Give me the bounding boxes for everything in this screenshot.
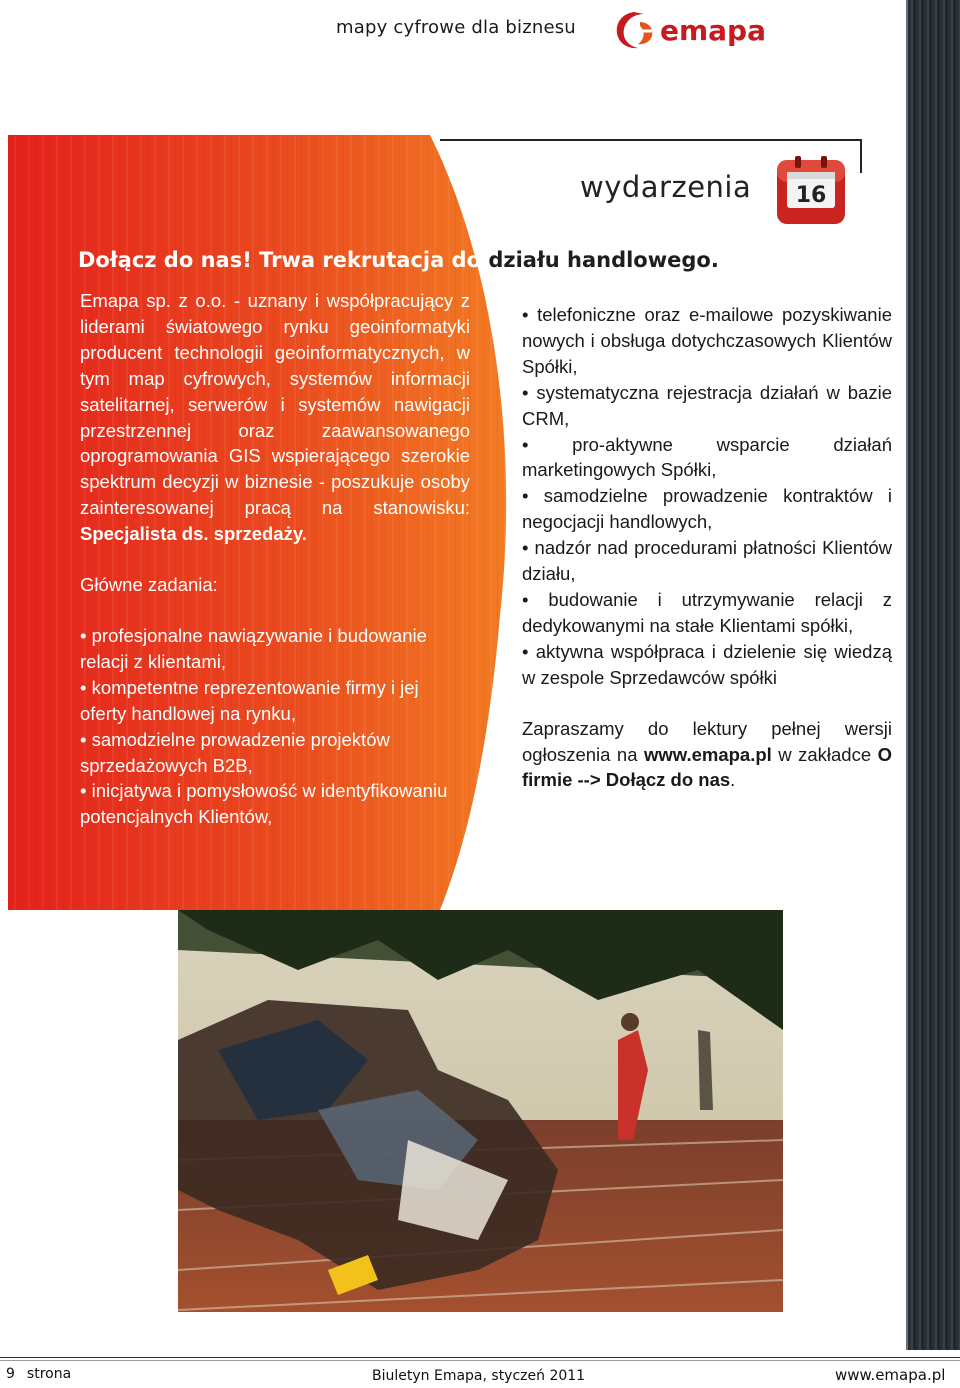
side-band xyxy=(908,0,960,1350)
site-section-path: O firmie --> Dołącz do nas xyxy=(522,743,893,791)
page-number: 9 xyxy=(6,1366,15,1382)
invite-text: Zapraszamy do lektury pełnej wersji ogłoszenia na xyxy=(522,717,892,765)
section-title: wydarzenia xyxy=(580,170,752,204)
list-item: • samodzielne prowadzenie kontraktów i negocjacji handlowych, xyxy=(522,485,892,533)
tasks-list-left xyxy=(80,623,470,830)
footer-website[interactable]: www.emapa.pl xyxy=(835,1366,946,1384)
footer-rule-secondary xyxy=(0,1360,960,1361)
list-item: • telefoniczne oraz e-mailowe pozyskiwanie nowych i obsługa dotychczasowych Klientów Spółki, xyxy=(522,304,892,377)
section-rule-end xyxy=(860,139,862,173)
main-tasks-label: Główne zadania: xyxy=(80,574,218,596)
list-item: • samodzielne prowadzenie projektów sprzedażowych B2B, xyxy=(80,728,390,776)
list-item: • profesjonalne nawiązywanie i budowanie relacji z klientami, xyxy=(80,624,427,672)
emapa-logo xyxy=(612,4,798,56)
intro-text: Emapa sp. z o.o. - uznany i współpracujący z liderami światowego rynku geoinformatyki producent technologii geoinformatycznych, w tym map cyfrowych, systemów informacji satelitarnej, serwerów i systemów nawigacji przestrzennej oraz zaawansowanego oprogramowania GIS wspierającego szerokie spektrum decyzji w biznesie - poszukuje osoby zainteresowanej pracą na stanowisku: xyxy=(80,290,470,519)
invite-paragraph xyxy=(522,716,892,794)
list-item: • inicjatywa i pomysłowość w identyfikowaniu potencjalnych Klientów, xyxy=(80,780,448,828)
position-title: Specjalista ds. sprzedaży. xyxy=(80,523,307,545)
header-tagline: mapy cyfrowe dla biznesu xyxy=(336,17,576,38)
footer-rule xyxy=(0,1357,960,1358)
article-headline xyxy=(78,248,719,272)
intro-paragraph xyxy=(80,288,470,547)
page-label: strona xyxy=(26,1366,72,1382)
calendar-day: 16 xyxy=(795,183,827,208)
website-link[interactable]: www.emapa.pl xyxy=(643,743,772,765)
footer-page-number xyxy=(6,1366,71,1382)
list-item: • systematyczna rejestracja działań w bazie CRM, xyxy=(522,381,892,429)
calendar-icon xyxy=(775,154,847,226)
sprinters-photo xyxy=(178,910,783,1312)
left-column xyxy=(80,288,470,830)
invite-text-2: w zakładce xyxy=(771,743,878,765)
list-item: • nadzór nad procedurami płatności Klientów działu, xyxy=(522,537,892,585)
list-item: • kompetentne reprezentowanie firmy i jej oferty handlowej na rynku, xyxy=(80,676,419,724)
invite-end: . xyxy=(730,769,736,791)
footer-bulletin: Biuletyn Emapa, styczeń 2011 xyxy=(372,1368,586,1384)
logo-wordmark: emapa xyxy=(660,14,766,47)
right-column xyxy=(522,302,892,812)
tasks-list-right xyxy=(522,302,892,691)
headline-part-2: działu handlowego. xyxy=(481,248,719,272)
list-item: • aktywna współpraca i dzielenie się wiedzą w zespole Sprzedawców spółki xyxy=(522,640,892,688)
section-rule xyxy=(440,139,862,141)
list-item: • pro-aktywne wsparcie działań marketingowych Spółki, xyxy=(522,433,892,481)
headline-part-1: Dołącz do nas! Trwa rekrutacja do xyxy=(78,248,482,272)
list-item: • budowanie i utrzymywanie relacji z dedykowanymi na stałe Klientami spółki, xyxy=(522,588,892,636)
